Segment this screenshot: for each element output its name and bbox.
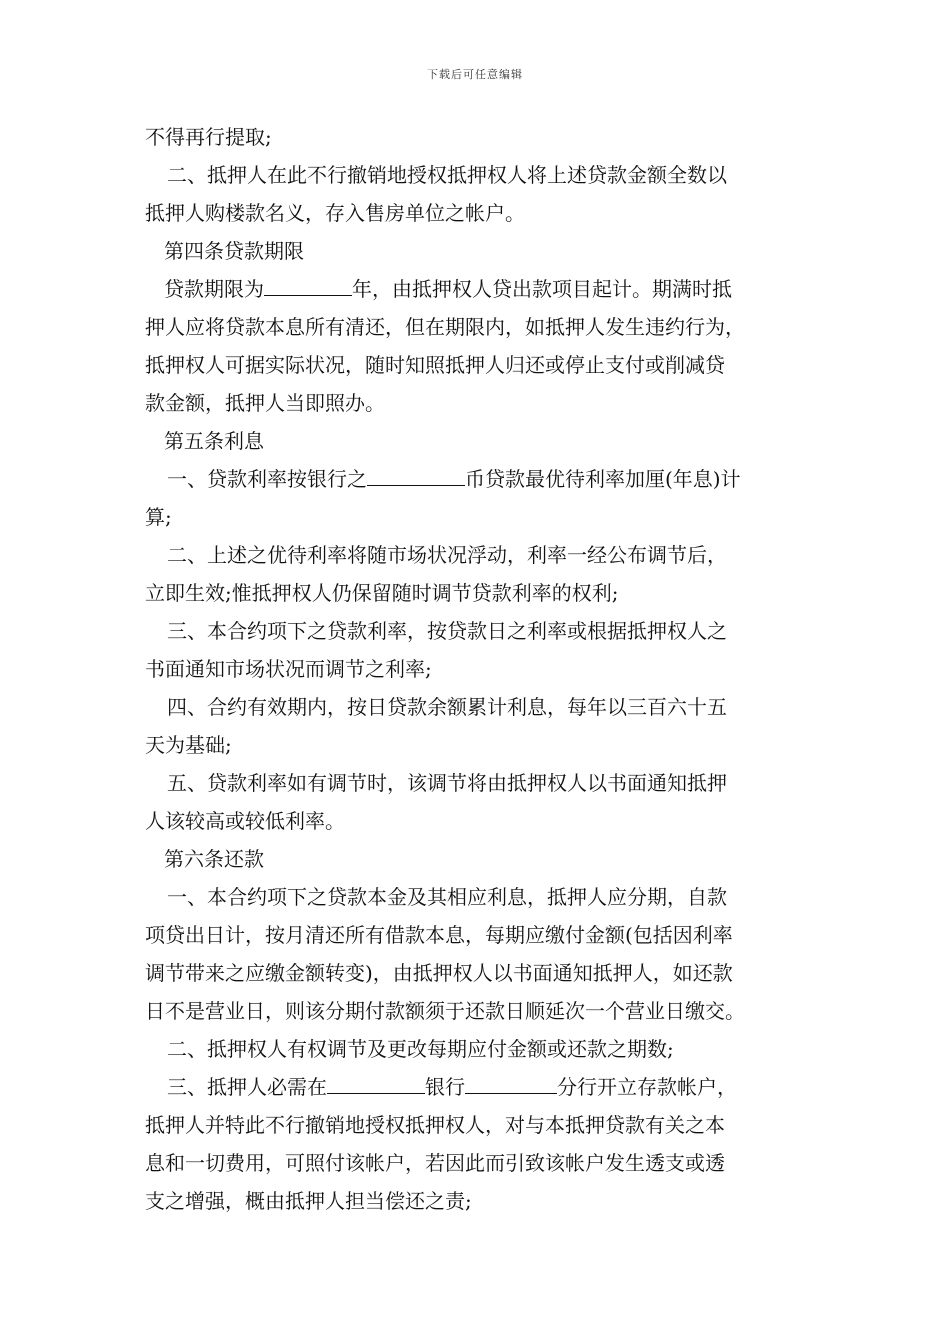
paragraph-line: 不得再行提取; <box>145 125 272 149</box>
clause-line: 一、本合约项下之贷款本金及其相应利息，抵押人应分期，自款 <box>167 885 727 909</box>
paragraph-line: 天为基础; <box>145 733 232 757</box>
bank-blank <box>327 1075 425 1094</box>
interest-rate-text: 一、贷款利率按银行之 <box>167 467 367 491</box>
article-4-heading: 第四条贷款期限 <box>164 239 304 263</box>
account-text: 分行开立存款帐户， <box>557 1075 737 1099</box>
loan-term-blank <box>264 277 352 296</box>
clause-line: 四、合约有效期内，按日贷款余额累计利息，每年以三百六十五 <box>167 695 727 719</box>
paragraph-line: 抵押人购楼款名义，存入售房单位之帐户。 <box>145 201 525 225</box>
paragraph-line: 项贷出日计，按月清还所有借款本息，每期应缴付金额(包括因利率 <box>145 923 733 947</box>
paragraph-line: 抵押权人可据实际状况，随时知照抵押人归还或停止支付或削减贷 <box>145 353 725 377</box>
paragraph-line: 款金额，抵押人当即照办。 <box>145 391 385 415</box>
paragraph-line: 人该较高或较低利率。 <box>145 809 345 833</box>
clause-2-line: 二、抵押人在此不行撤销地授权抵押权人将上述贷款金额全数以 <box>167 163 727 187</box>
account-text: 三、抵押人必需在 <box>167 1075 327 1099</box>
paragraph-line: 调节带来之应缴金额转变)，由抵押权人以书面通知抵押人，如还款 <box>145 961 733 985</box>
account-line <box>145 1068 815 1106</box>
loan-term-text: 贷款期限为 <box>164 277 264 301</box>
interest-rate-text: 币贷款最优待利率加厘(年息)计 <box>465 467 741 491</box>
document-body <box>145 118 815 1220</box>
paragraph-line: 息和一切费用，可照付该帐户，若因此而引致该帐户发生透支或透 <box>145 1151 725 1175</box>
paragraph-line: 日不是营业日，则该分期付款额须于还款日顺延次一个营业日缴交。 <box>145 999 745 1023</box>
account-text: 银行 <box>425 1075 465 1099</box>
article-5-heading: 第五条利息 <box>164 429 264 453</box>
paragraph-line: 抵押人并特此不行撤销地授权抵押权人，对与本抵押贷款有关之本 <box>145 1113 725 1137</box>
currency-blank <box>367 467 465 486</box>
interest-rate-line <box>145 460 815 498</box>
page-header: 下载后可任意编辑 <box>427 68 523 81</box>
paragraph-line: 书面通知市场状况而调节之利率; <box>145 657 432 681</box>
loan-term-text: 年，由抵押权人贷出款项目起计。期满时抵 <box>352 277 732 301</box>
clause-line: 二、上述之优待利率将随市场状况浮动，利率一经公布调节后， <box>167 543 727 567</box>
paragraph-line: 立即生效;惟抵押权人仍保留随时调节贷款利率的权利; <box>145 581 619 605</box>
paragraph-line: 算; <box>145 505 172 529</box>
article-6-heading: 第六条还款 <box>164 847 264 871</box>
paragraph-line: 押人应将贷款本息所有清还，但在期限内，如抵押人发生违约行为， <box>145 315 745 339</box>
clause-line: 三、本合约项下之贷款利率，按贷款日之利率或根据抵押权人之 <box>167 619 727 643</box>
clause-line: 五、贷款利率如有调节时，该调节将由抵押权人以书面通知抵押 <box>167 771 727 795</box>
branch-blank <box>465 1075 557 1094</box>
paragraph-line: 支之增强，概由抵押人担当偿还之责; <box>145 1189 472 1213</box>
clause-line: 二、抵押权人有权调节及更改每期应付金额或还款之期数; <box>167 1037 674 1061</box>
loan-term-line <box>145 270 815 308</box>
